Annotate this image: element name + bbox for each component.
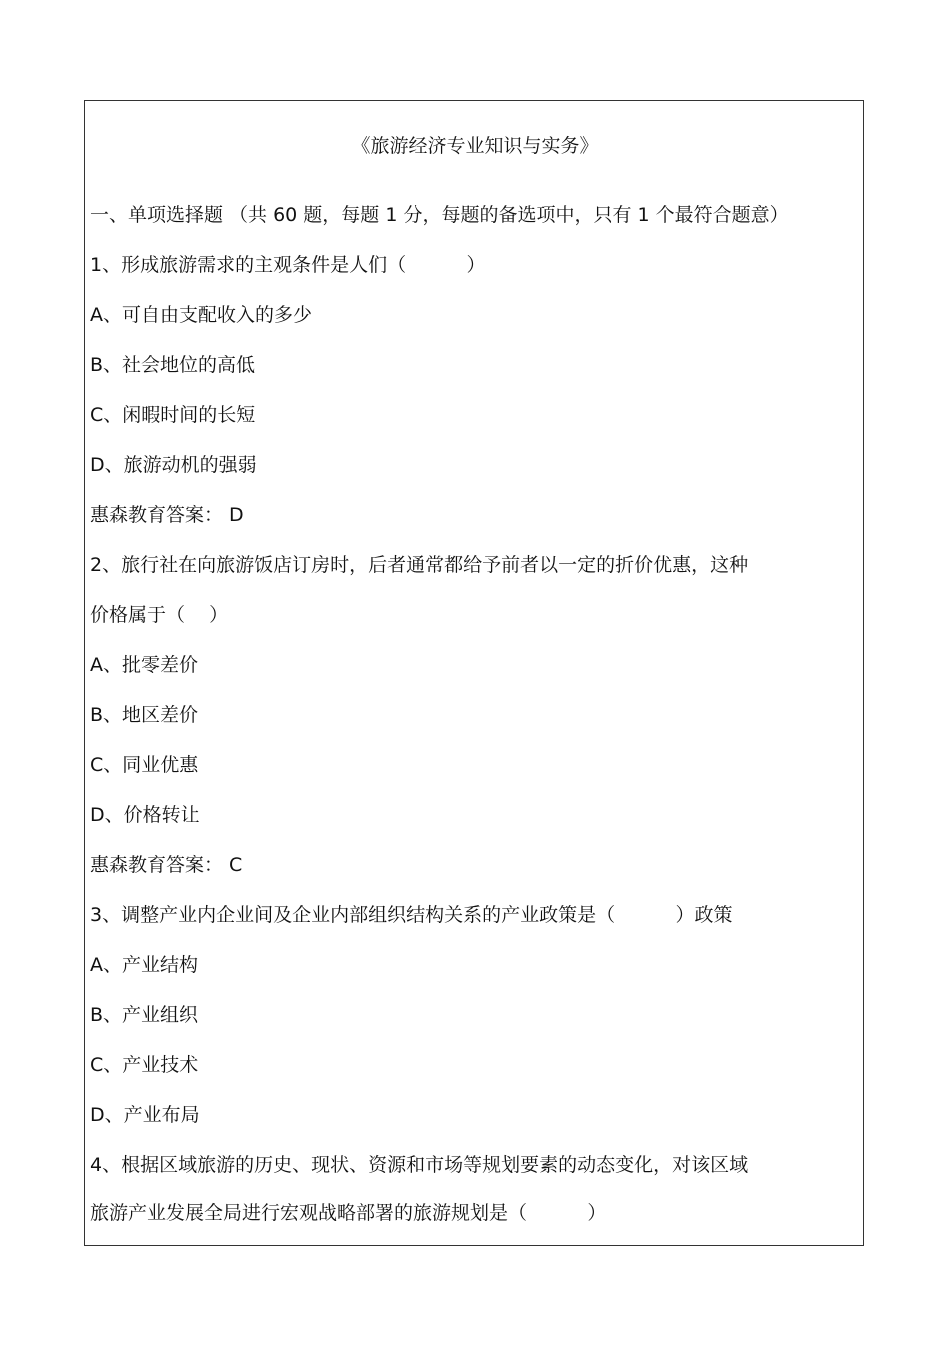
question-1: 1、形成旅游需求的主观条件是人们（ ） <box>90 254 486 276</box>
question-2: 2、旅行社在向旅游饭店订房时，后者通常都给予前者以一定的折价优惠，这种 <box>90 554 749 576</box>
question-2-continued: 价格属于（ ） <box>90 604 229 626</box>
question-3-option-c: C、产业技术 <box>90 1054 199 1076</box>
question-1-option-c: C、闲暇时间的长短 <box>90 404 256 426</box>
question-1-option-b: B、社会地位的高低 <box>90 354 256 376</box>
question-2-answer: 惠森教育答案： C <box>90 854 243 876</box>
question-2-option-b: B、地区差价 <box>90 704 199 726</box>
question-3-option-b: B、产业组织 <box>90 1004 199 1026</box>
question-1-answer: 惠森教育答案： D <box>90 504 244 526</box>
section-heading: 一、单项选择题 （共 60 题，每题 1 分，每题的备选项中，只有 1 个最符合题意） <box>90 204 789 226</box>
question-2-option-c: C、同业优惠 <box>90 754 199 776</box>
question-2-option-d: D、价格转让 <box>90 804 200 826</box>
question-3: 3、调整产业内企业间及企业内部组织结构关系的产业政策是（ ）政策 <box>90 904 733 926</box>
question-4-continued: 旅游产业发展全局进行宏观战略部署的旅游规划是（ ） <box>90 1202 607 1224</box>
question-2-option-a: A、批零差价 <box>90 654 198 676</box>
question-3-option-d: D、产业布局 <box>90 1104 200 1126</box>
question-1-option-d: D、旅游动机的强弱 <box>90 454 257 476</box>
document-title: 《旅游经济专业知识与实务》 <box>351 135 599 157</box>
question-3-option-a: A、产业结构 <box>90 954 198 976</box>
question-4: 4、根据区域旅游的历史、现状、资源和市场等规划要素的动态变化，对该区域 <box>90 1154 749 1176</box>
question-1-option-a: A、可自由支配收入的多少 <box>90 304 312 326</box>
